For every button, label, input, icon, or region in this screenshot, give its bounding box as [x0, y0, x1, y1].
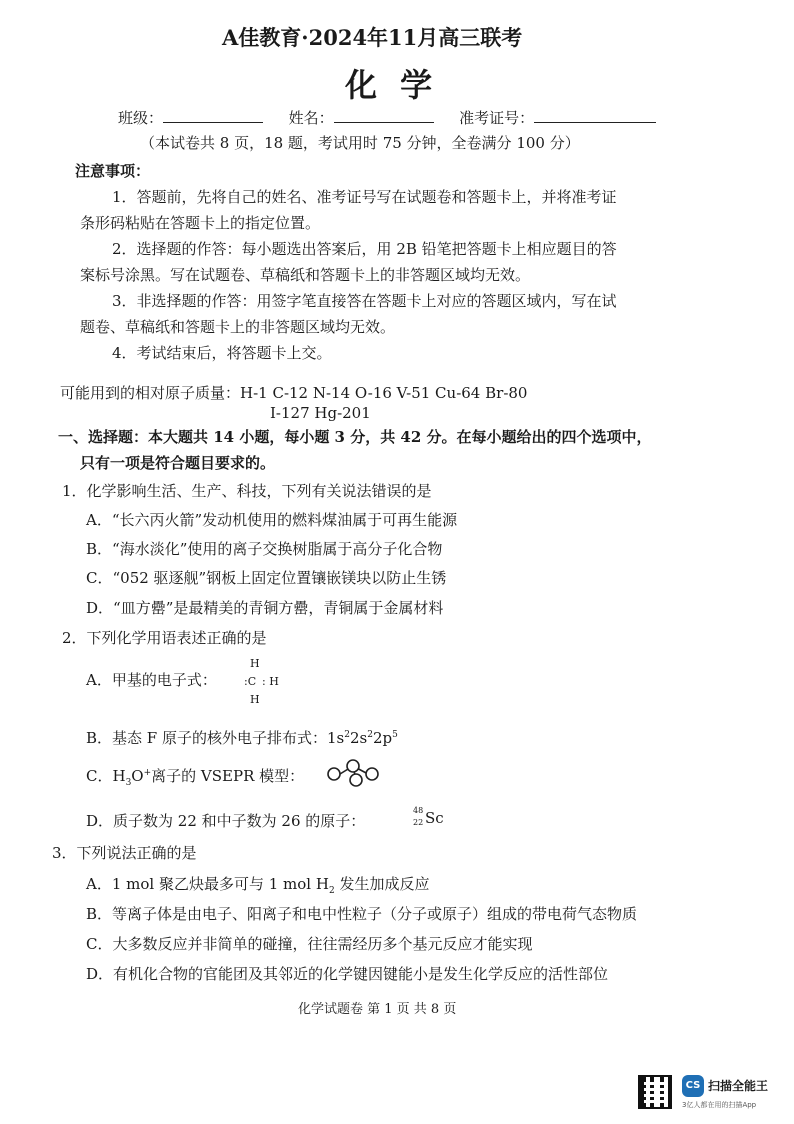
q1-stem: 1．化学影响生活、生产、科技，下列有关说法错误的是: [62, 482, 432, 500]
q3-stem: 3．下列说法正确的是: [52, 844, 197, 862]
atomic-mass-line-1: 可能用到的相对原子质量：H-1 C-12 N-14 O-16 V-51 Cu-64 Br-80: [60, 384, 528, 402]
q3-option-d: D．有机化合物的官能团及其邻近的化学键因键能小是发生化学反应的活性部位: [86, 965, 609, 983]
formula-mid-right: : H: [262, 675, 279, 688]
section-title: 一、选择题：本大题共 14 小题，每小题 3 分，共 42 分。在每小题给出的四个选项中，: [58, 428, 652, 446]
notice-line: 4．考试结束后，将答题卡上交。: [112, 344, 332, 362]
q2-option-b: [86, 727, 398, 748]
scanner-name: 扫描全能王: [708, 1079, 769, 1093]
page-footer: 化学试题卷 第 1 页 共 8 页: [298, 1002, 457, 1017]
atomic-number: 22: [413, 818, 424, 827]
class-field[interactable]: [163, 108, 263, 123]
name-label: 姓名：: [288, 109, 334, 127]
id-label: 准考证号：: [459, 109, 535, 127]
element-symbol: Sc: [425, 809, 444, 827]
id-field[interactable]: [534, 108, 656, 123]
q3-option-a: A．1 mol 聚乙炔最多可与 1 mol $H_2$ 发生加成反应: [86, 875, 430, 896]
qr-code-icon: [638, 1075, 672, 1109]
q1-option-a: A．“长六丙火箭”发动机使用的燃料煤油属于可再生能源: [86, 511, 458, 529]
atomic-mass-line-2: I-127 Hg-201: [270, 404, 371, 422]
q3-option-b: B．等离子体是由电子、阳离子和电中性粒子（分子或原子）组成的带电荷气态物质: [86, 905, 638, 923]
formula-mid-left: :C: [244, 675, 257, 688]
notice-heading: 注意事项：: [75, 162, 151, 180]
formula-bottom-h: H: [250, 693, 260, 706]
q1-option-c: C．“052 驱逐舰”钢板上固定位置镶嵌镁块以防止生锈: [86, 569, 447, 587]
mass-number: 48: [413, 806, 424, 815]
notice-line: 题卷、草稿纸和答题卡上的非答题区域均无效。: [80, 318, 396, 336]
candidate-info-row: [118, 107, 656, 128]
q2-option-c: C．$H_3O^+$离子的 VSEPR 模型：: [86, 767, 305, 788]
section-title-cont: 只有一项是符合题目要求的。: [80, 454, 276, 472]
notice-line: 2．选择题的作答：每小题选出答案后，用 2B 铅笔把答题卡上相应题目的答: [112, 240, 617, 258]
q2-option-d: D．质子数为 22 和中子数为 26 的原子：: [86, 812, 366, 830]
name-field[interactable]: [334, 108, 434, 123]
q1-option-d: D．“皿方罍”是最精美的青铜方罍，青铜属于金属材料: [86, 599, 444, 617]
q1-option-b: B．“海水淡化”使用的离子交换树脂属于高分子化合物: [86, 540, 443, 558]
notice-line: 条形码粘贴在答题卡上的指定位置。: [80, 214, 321, 232]
q2-option-b-text: B．基态 F 原子的核外电子排布式：: [86, 729, 327, 747]
q2-stem: 2．下列化学用语表述正确的是: [62, 629, 267, 647]
notice-line: 1．答题前，先将自己的姓名、准考证号写在试题卷和答题卡上，并将准考证: [112, 188, 617, 206]
vsepr-model-icon: [326, 758, 380, 788]
exam-title: A佳教育·2024年11月高三联考: [222, 25, 523, 50]
notice-line: 3．非选择题的作答：用签字笔直接答在答题卡上对应的答题区域内，写在试: [112, 292, 617, 310]
exam-info: （本试卷共 8 页，18 题，考试用时 75 分钟，全卷满分 100 分）: [140, 134, 580, 152]
scanner-subtitle: 3亿人都在用的扫描App: [682, 1101, 757, 1109]
notice-line: 案标号涂黑。写在试题卷、草稿纸和答题卡上的非答题区域均无效。: [80, 266, 531, 284]
q2-option-a: A．甲基的电子式：: [86, 671, 217, 689]
subject-title: 化 学: [345, 66, 439, 104]
q3-option-c: C．大多数反应并非简单的碰撞，往往需经历多个基元反应才能实现: [86, 935, 533, 953]
electron-config: $1s^22s^22p^5$: [326, 729, 398, 747]
scanner-logo-icon: CS: [682, 1075, 704, 1097]
formula-top-h: H: [250, 657, 260, 670]
class-label: 班级：: [118, 109, 164, 127]
